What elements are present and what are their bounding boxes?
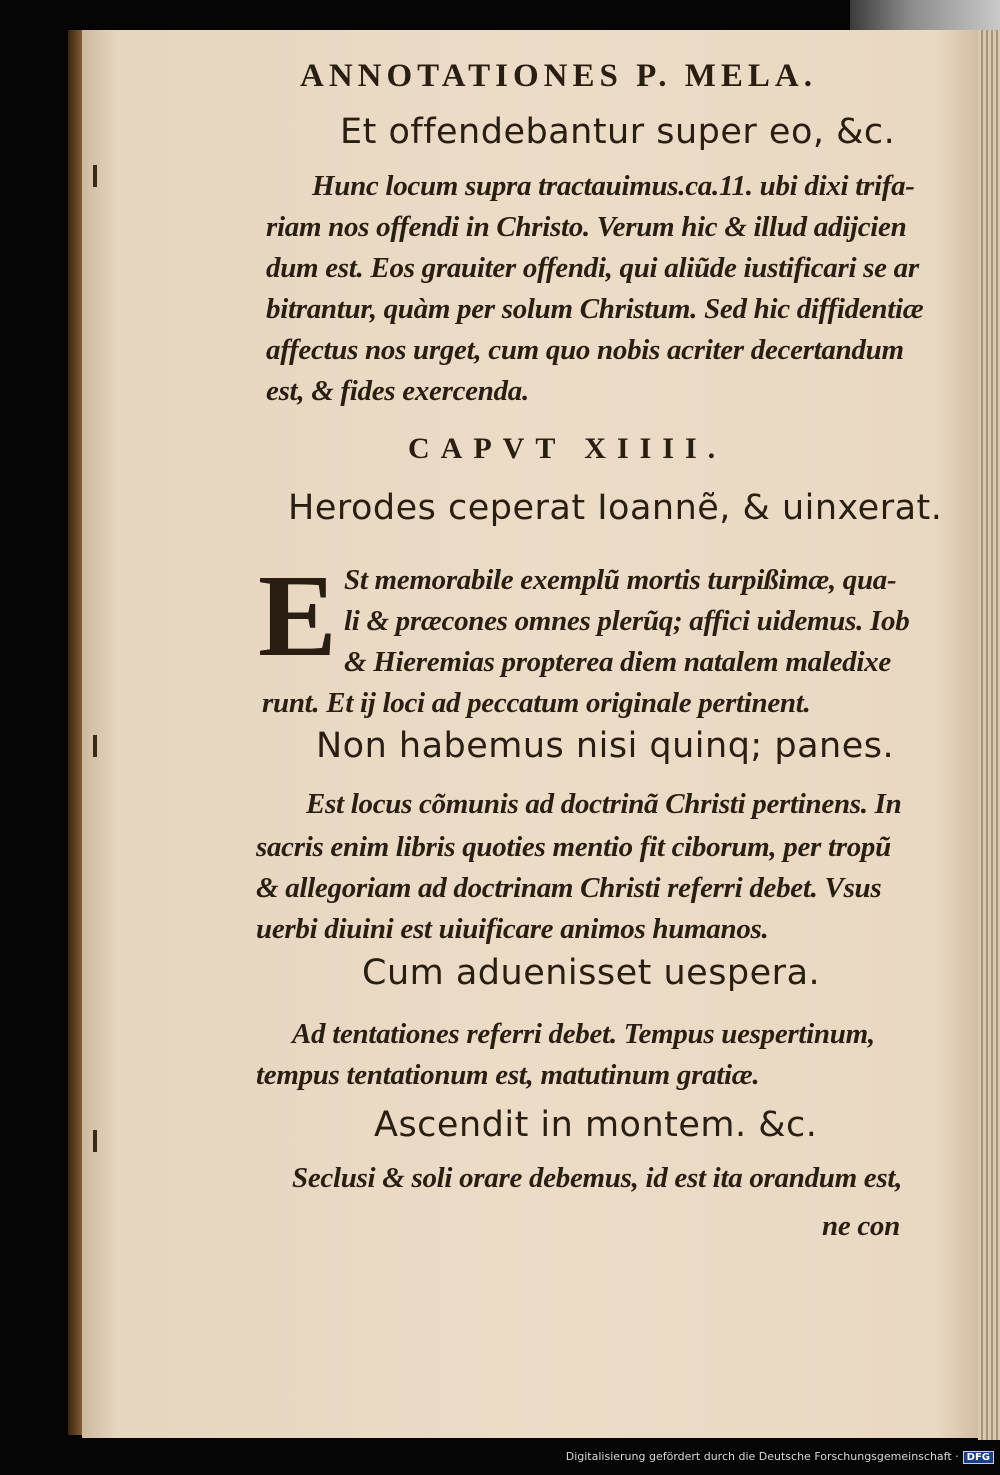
text-line: uerbi diuini est uiuificare animos humanos. (256, 913, 769, 945)
catchword: ne con (822, 1210, 900, 1242)
margin-mark (93, 1130, 97, 1152)
margin-mark (93, 735, 97, 757)
section-heading: Herodes ceperat Ioannẽ, & uinxerat. (288, 488, 943, 528)
margin-mark (93, 165, 97, 187)
text-line: Est locus cõmunis ad doctrinã Christi pertinens. In (306, 788, 902, 820)
text-line: Ad tentationes referri debet. Tempus uespertinum, (292, 1018, 875, 1050)
running-head: ANNOTATIONES P. MELA. (300, 58, 817, 94)
text-line: St memorabile exemplũ mortis turpißimæ, qua- (344, 564, 897, 596)
decorated-initial: E (258, 550, 337, 681)
section-heading: Et offendebantur super eo, &c. (340, 112, 896, 152)
section-heading: Ascendit in montem. &c. (374, 1105, 818, 1145)
text-line: & Hieremias propterea diem natalem maledixe (344, 646, 891, 678)
text-line: riam nos offendi in Christo. Verum hic & illud adijcien (266, 211, 907, 243)
scan-border-strip (850, 0, 1000, 32)
section-heading: Non habemus nisi quinq; panes. (316, 726, 895, 766)
text-line: runt. Et ij loci ad peccatum originale pertinent. (262, 687, 811, 719)
text-line: sacris enim libris quoties mentio fit ciborum, per tropũ (256, 831, 891, 863)
chapter-heading: CAPVT XIIII. (408, 432, 727, 465)
text-line: affectus nos urget, cum quo nobis acriter decertandum (266, 334, 904, 366)
text-line: & allegoriam ad doctrinam Christi referri debet. Vsus (256, 872, 882, 904)
text-line: est, & fides exercenda. (266, 375, 529, 407)
page-edges (978, 30, 1000, 1440)
text-line: tempus tentationum est, matutinum gratiæ. (256, 1059, 760, 1091)
digitization-credit (566, 1450, 994, 1464)
text-line: li & præcones omnes plerũq; affici uidemus. Iob (344, 605, 910, 637)
text-line: Seclusi & soli orare debemus, id est ita orandum est, (292, 1162, 903, 1194)
text-line: Hunc locum supra tractauimus.ca.11. ubi dixi trifa- (312, 170, 915, 202)
text-line: dum est. Eos grauiter offendi, qui aliũde iustificari se ar (266, 252, 919, 284)
dfg-logo: DFG (963, 1451, 994, 1464)
text-line: bitrantur, quàm per solum Christum. Sed hic diffidentiæ (266, 293, 924, 325)
credit-text: Digitalisierung gefördert durch die Deutsche Forschungsgemeinschaft · (565, 1450, 959, 1463)
section-heading: Cum aduenisset uespera. (362, 953, 821, 993)
